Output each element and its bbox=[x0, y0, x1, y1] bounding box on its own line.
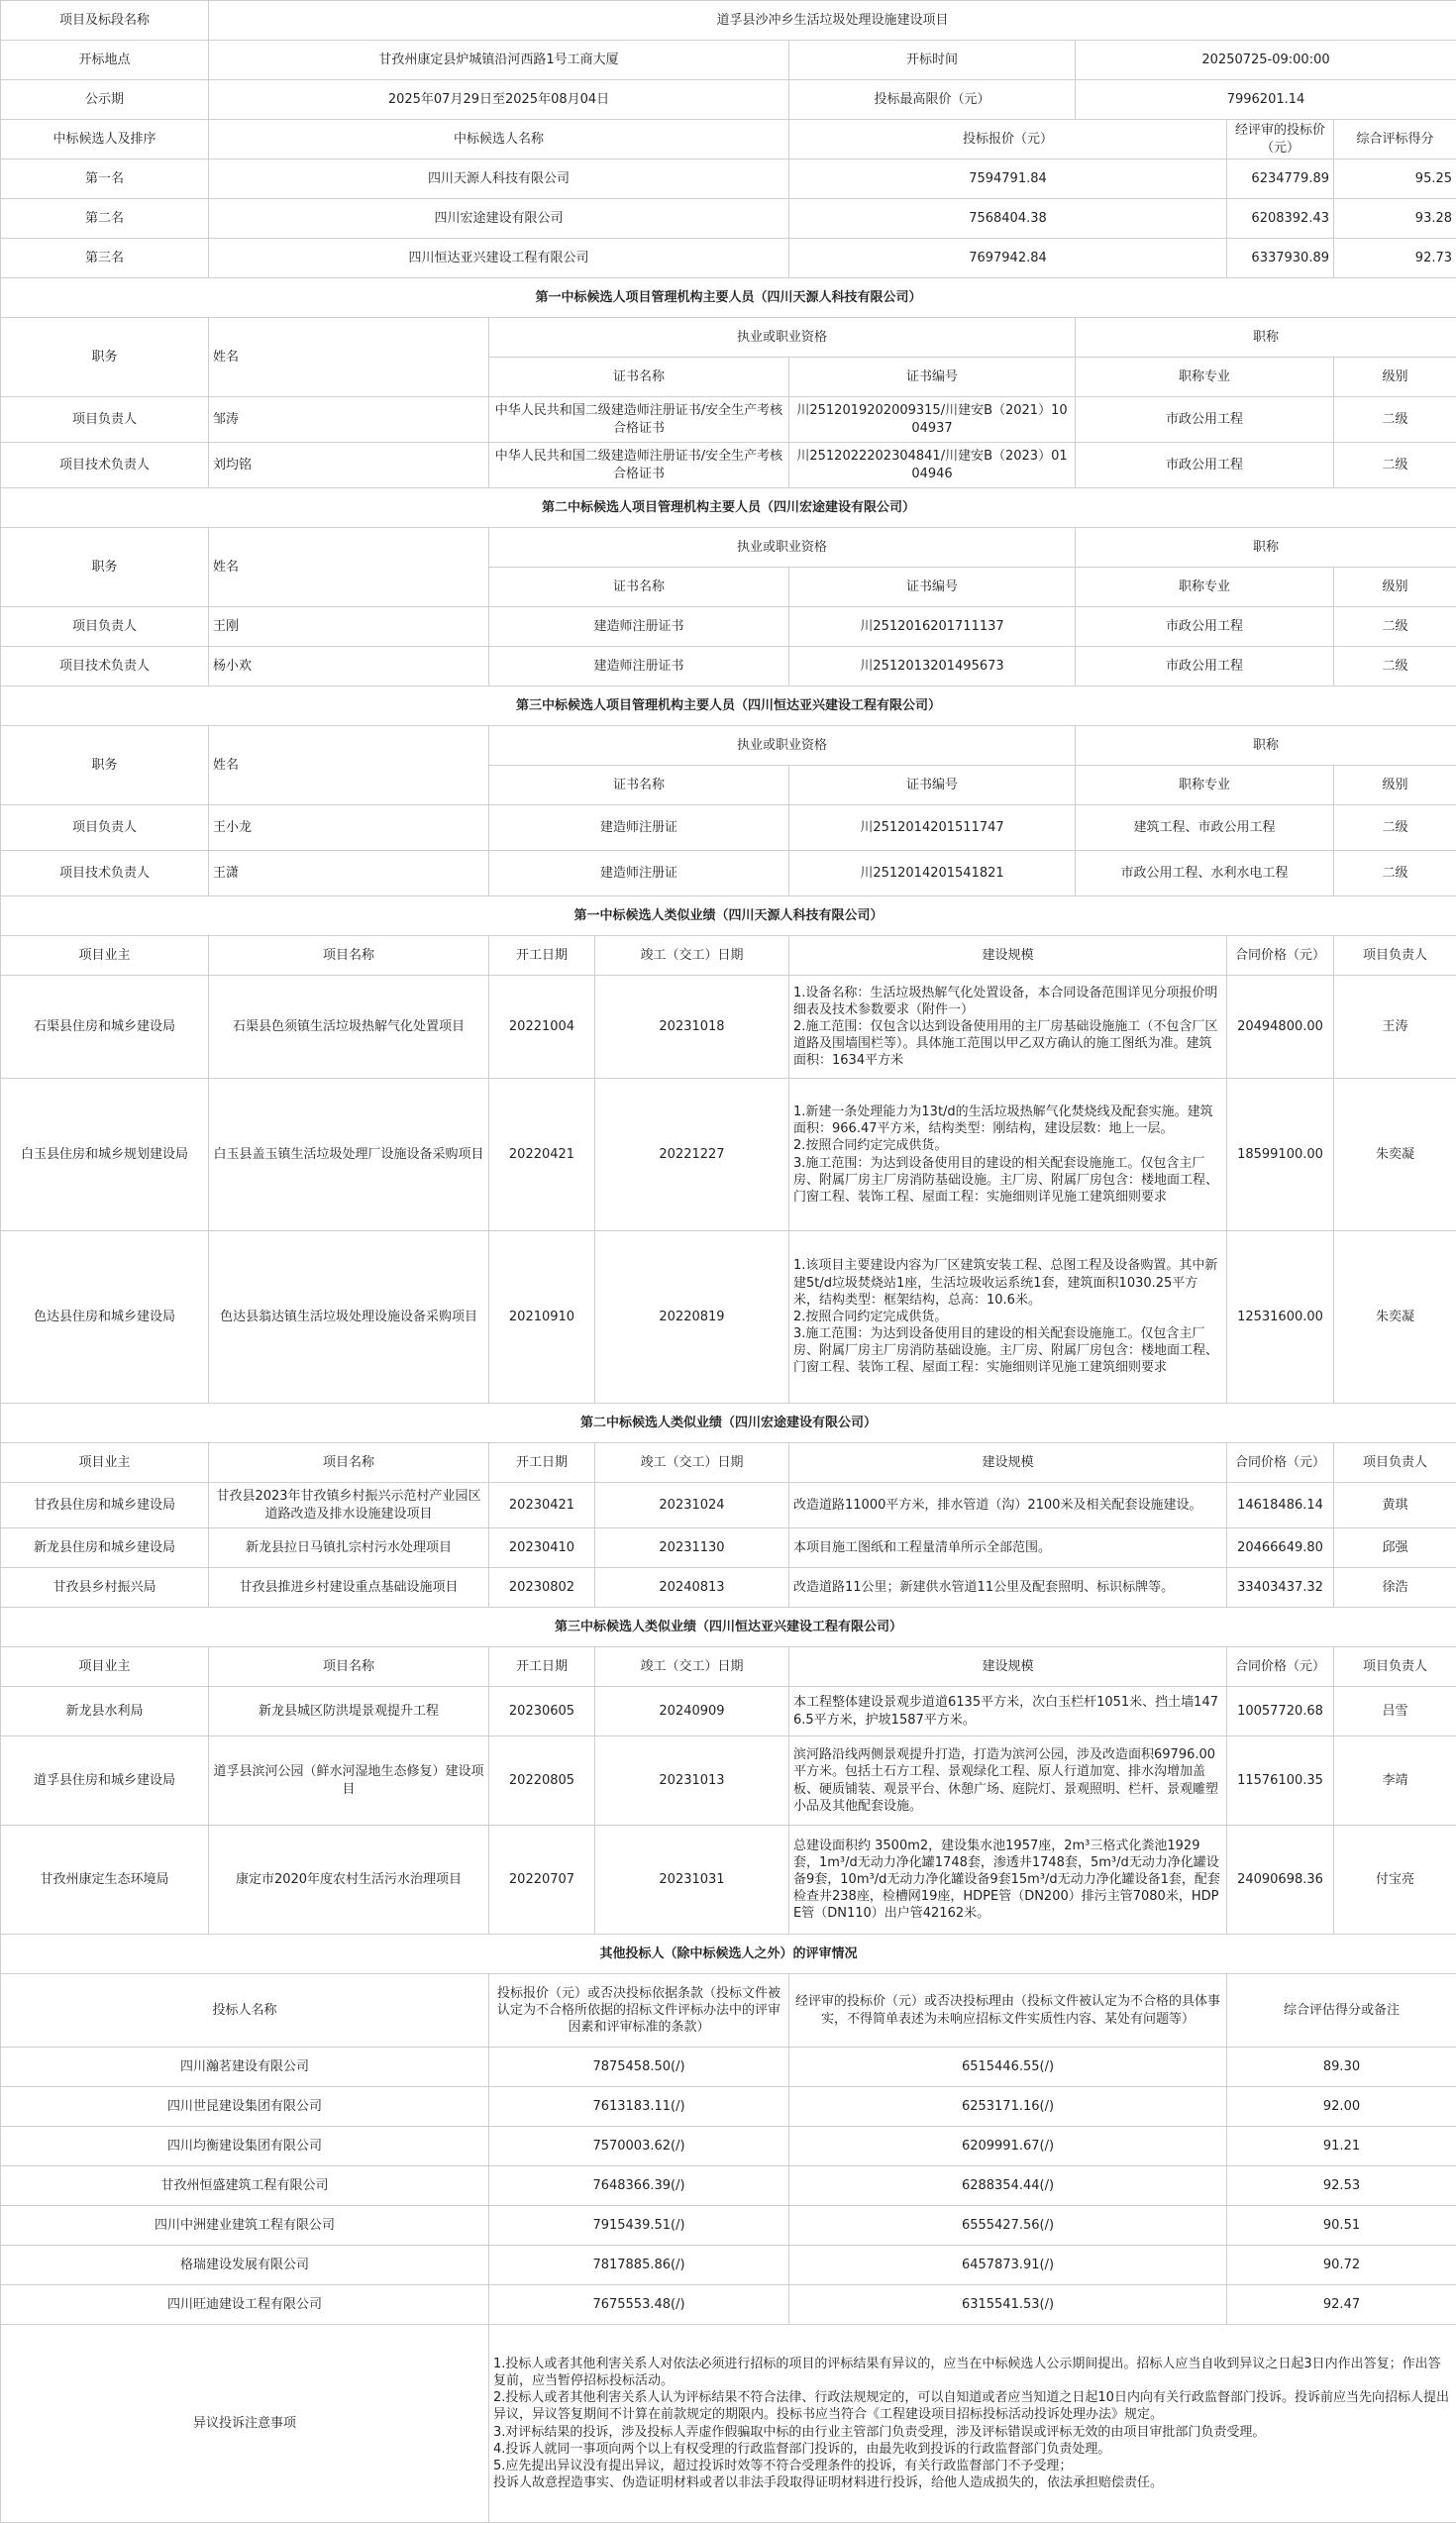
perf-header-start: 开工日期 bbox=[489, 1443, 595, 1483]
perf-price: 14618486.14 bbox=[1227, 1483, 1334, 1528]
others-evaluated: 6288354.44(/) bbox=[789, 2166, 1227, 2206]
evaluated-price: 6234779.89 bbox=[1227, 159, 1334, 199]
ranking-header: 经评审的投标价（元） bbox=[1227, 120, 1334, 159]
staff-header-major: 职称专业 bbox=[1076, 358, 1334, 397]
section-title: 第二中标候选人项目管理机构主要人员（四川宏途建设有限公司） bbox=[1, 488, 1456, 528]
staff-cert-no: 川2512022202304841/川建安B（2023）0104946 bbox=[789, 443, 1076, 488]
perf-owner: 白玉县住房和城乡规划建设局 bbox=[1, 1079, 209, 1231]
staff-cert-no: 川2512016201711137 bbox=[789, 607, 1076, 647]
others-evaluated: 6209991.67(/) bbox=[789, 2127, 1227, 2166]
perf-scale: 改造道路11000平方米，排水管道（沟）2100米及相关配套设施建设。 bbox=[789, 1483, 1227, 1528]
staff-level: 二级 bbox=[1334, 607, 1456, 647]
perf-header-price: 合同价格（元） bbox=[1227, 1443, 1334, 1483]
perf-owner: 色达县住房和城乡建设局 bbox=[1, 1231, 209, 1404]
perf-manager: 王涛 bbox=[1334, 976, 1456, 1079]
staff-header-qualification: 执业或职业资格 bbox=[489, 318, 1076, 358]
rank: 第二名 bbox=[1, 199, 209, 239]
others-bid: 7915439.51(/) bbox=[489, 2206, 789, 2246]
others-row bbox=[1, 2206, 1456, 2246]
staff-header-position: 职务 bbox=[1, 726, 209, 805]
staff-row bbox=[1, 397, 1456, 443]
ranking-header: 中标候选人名称 bbox=[209, 120, 789, 159]
perf-price: 24090698.36 bbox=[1227, 1826, 1334, 1935]
perf-manager: 朱奕凝 bbox=[1334, 1231, 1456, 1404]
perf-manager: 徐浩 bbox=[1334, 1568, 1456, 1608]
score: 95.25 bbox=[1334, 159, 1456, 199]
others-score: 92.53 bbox=[1227, 2166, 1456, 2206]
staff-header-cert-name: 证书名称 bbox=[489, 766, 789, 805]
perf-start: 20220421 bbox=[489, 1079, 595, 1231]
staff-major: 市政公用工程 bbox=[1076, 647, 1334, 686]
score: 92.73 bbox=[1334, 239, 1456, 278]
perf-header-project: 项目名称 bbox=[209, 936, 489, 976]
staff-name: 王潇 bbox=[209, 851, 489, 896]
staff-cert-name: 中华人民共和国二级建造师注册证书/安全生产考核合格证书 bbox=[489, 443, 789, 488]
location: 甘孜州康定县炉城镇沿河西路1号工商大厦 bbox=[209, 41, 789, 80]
others-header-score: 综合评估得分或备注 bbox=[1227, 1974, 1456, 2048]
perf-manager: 李靖 bbox=[1334, 1736, 1456, 1826]
perf-end: 20221227 bbox=[595, 1079, 789, 1231]
perf-owner: 道孚县住房和城乡建设局 bbox=[1, 1736, 209, 1826]
staff-name: 王刚 bbox=[209, 607, 489, 647]
section-title-row bbox=[1, 896, 1456, 936]
staff-row bbox=[1, 607, 1456, 647]
perf-header-start: 开工日期 bbox=[489, 936, 595, 976]
candidate-name: 四川天源人科技有限公司 bbox=[209, 159, 789, 199]
others-bid: 7570003.62(/) bbox=[489, 2127, 789, 2166]
perf-end: 20220819 bbox=[595, 1231, 789, 1404]
perf-header-owner: 项目业主 bbox=[1, 936, 209, 976]
section-title: 第一中标候选人类似业绩（四川天源人科技有限公司） bbox=[1, 896, 1456, 936]
perf-project: 甘孜县2023年甘孜镇乡村振兴示范村产业园区道路改造及排水设施建设项目 bbox=[209, 1483, 489, 1528]
staff-level: 二级 bbox=[1334, 851, 1456, 896]
others-header-bid: 投标报价（元）或否决投标依据条款（投标文件被认定为不合格所依据的招标文件评标办法中的评审因素和评审标准的条款） bbox=[489, 1974, 789, 2048]
perf-header-start: 开工日期 bbox=[489, 1647, 595, 1687]
perf-end: 20231024 bbox=[595, 1483, 789, 1528]
open-time: 20250725-09:00:00 bbox=[1076, 41, 1456, 80]
section-title: 第三中标候选人类似业绩（四川恒达亚兴建设工程有限公司） bbox=[1, 1608, 1456, 1647]
staff-major: 市政公用工程 bbox=[1076, 443, 1334, 488]
staff-header-row bbox=[1, 726, 1456, 766]
perf-manager: 黄琪 bbox=[1334, 1483, 1456, 1528]
perf-price: 18599100.00 bbox=[1227, 1079, 1334, 1231]
score: 93.28 bbox=[1334, 199, 1456, 239]
staff-header-cert-no: 证书编号 bbox=[789, 766, 1076, 805]
staff-header-major: 职称专业 bbox=[1076, 766, 1334, 805]
staff-header-position: 职务 bbox=[1, 318, 209, 397]
perf-header-end: 竣工（交工）日期 bbox=[595, 1647, 789, 1687]
perf-owner: 甘孜县住房和城乡建设局 bbox=[1, 1483, 209, 1528]
performance-header-row bbox=[1, 1443, 1456, 1483]
others-evaluated: 6555427.56(/) bbox=[789, 2206, 1227, 2246]
perf-start: 20220707 bbox=[489, 1826, 595, 1935]
perf-project: 新龙县拉日马镇扎宗村污水处理项目 bbox=[209, 1528, 489, 1568]
perf-owner: 新龙县水利局 bbox=[1, 1687, 209, 1736]
others-score: 89.30 bbox=[1227, 2048, 1456, 2087]
perf-header-end: 竣工（交工）日期 bbox=[595, 1443, 789, 1483]
perf-scale: 1.新建一条处理能力为13t/d的生活垃圾热解气化焚烧线及配套实施。建筑面积：966.47平方米，结构类型：刚结构，建设层数：地上一层。 2.按照合同约定完成供货。 3.施工范围：为达到设备使用目的建设的相关配套设施施工。仅包含主厂房、附属厂房主厂房消防基础设施。主厂房、附属厂房包含：楼地面工程、门窗工程、装饰工程、屋面工程：实施细则详见施工建筑细则要求 bbox=[789, 1079, 1227, 1231]
perf-scale: 本工程整体建设景观步道道6135平方米，次白玉栏杆1051米、挡土墙1476.5平方米，护坡1587平方米。 bbox=[789, 1687, 1227, 1736]
section-title-row bbox=[1, 1935, 1456, 1974]
perf-header-price: 合同价格（元） bbox=[1227, 936, 1334, 976]
perf-header-project: 项目名称 bbox=[209, 1443, 489, 1483]
staff-header-cert-name: 证书名称 bbox=[489, 358, 789, 397]
others-bid: 7648366.39(/) bbox=[489, 2166, 789, 2206]
section-title: 第一中标候选人项目管理机构主要人员（四川天源人科技有限公司） bbox=[1, 278, 1456, 318]
project-name-row bbox=[1, 1, 1456, 41]
ranking-row bbox=[1, 199, 1456, 239]
performance-row bbox=[1, 1568, 1456, 1608]
evaluated-price: 6337930.89 bbox=[1227, 239, 1334, 278]
location-label: 开标地点 bbox=[1, 41, 209, 80]
perf-project: 康定市2020年度农村生活污水治理项目 bbox=[209, 1826, 489, 1935]
perf-manager: 付宝亮 bbox=[1334, 1826, 1456, 1935]
staff-header-qualification: 执业或职业资格 bbox=[489, 726, 1076, 766]
staff-row bbox=[1, 805, 1456, 851]
staff-header-level: 级别 bbox=[1334, 568, 1456, 607]
perf-owner: 甘孜县乡村振兴局 bbox=[1, 1568, 209, 1608]
others-score: 92.47 bbox=[1227, 2285, 1456, 2325]
others-name: 四川旺迪建设工程有限公司 bbox=[1, 2285, 489, 2325]
staff-major: 市政公用工程、水利水电工程 bbox=[1076, 851, 1334, 896]
perf-header-price: 合同价格（元） bbox=[1227, 1647, 1334, 1687]
others-name: 四川瀚茗建设有限公司 bbox=[1, 2048, 489, 2087]
perf-manager: 邱强 bbox=[1334, 1528, 1456, 1568]
others-row bbox=[1, 2048, 1456, 2087]
staff-header-name: 姓名 bbox=[209, 318, 489, 397]
staff-position: 项目技术负责人 bbox=[1, 443, 209, 488]
others-score: 90.51 bbox=[1227, 2206, 1456, 2246]
max-price-label: 投标最高限价（元） bbox=[789, 80, 1076, 120]
staff-header-level: 级别 bbox=[1334, 358, 1456, 397]
publicity-row bbox=[1, 80, 1456, 120]
performance-row bbox=[1, 1483, 1456, 1528]
perf-price: 20494800.00 bbox=[1227, 976, 1334, 1079]
staff-cert-name: 建造师注册证 bbox=[489, 851, 789, 896]
perf-owner: 新龙县住房和城乡建设局 bbox=[1, 1528, 209, 1568]
location-row bbox=[1, 41, 1456, 80]
section-title-row bbox=[1, 278, 1456, 318]
others-header-evaluated: 经评审的投标价（元）或否决投标理由（投标文件被认定为不合格的具体事实，不得简单表述为未响应招标文件实质性内容、某处有问题等） bbox=[789, 1974, 1227, 2048]
perf-price: 11576100.35 bbox=[1227, 1736, 1334, 1826]
staff-name: 杨小欢 bbox=[209, 647, 489, 686]
ranking-header: 投标报价（元） bbox=[789, 120, 1227, 159]
rank: 第三名 bbox=[1, 239, 209, 278]
others-score: 90.72 bbox=[1227, 2246, 1456, 2285]
others-evaluated: 6515446.55(/) bbox=[789, 2048, 1227, 2087]
objection-row bbox=[1, 2325, 1456, 2523]
staff-header-row bbox=[1, 528, 1456, 568]
section-title-row bbox=[1, 1404, 1456, 1443]
perf-header-scale: 建设规模 bbox=[789, 936, 1227, 976]
others-name: 四川均衡建设集团有限公司 bbox=[1, 2127, 489, 2166]
others-name: 四川中洲建业建筑工程有限公司 bbox=[1, 2206, 489, 2246]
others-bid: 7875458.50(/) bbox=[489, 2048, 789, 2087]
staff-name: 邹涛 bbox=[209, 397, 489, 443]
staff-header-cert-no: 证书编号 bbox=[789, 358, 1076, 397]
ranking-header: 综合评标得分 bbox=[1334, 120, 1456, 159]
performance-header-row bbox=[1, 1647, 1456, 1687]
perf-price: 33403437.32 bbox=[1227, 1568, 1334, 1608]
others-evaluated: 6457873.91(/) bbox=[789, 2246, 1227, 2285]
others-evaluated: 6315541.53(/) bbox=[789, 2285, 1227, 2325]
performance-header-row bbox=[1, 936, 1456, 976]
staff-header-title: 职称 bbox=[1076, 726, 1456, 766]
staff-major: 市政公用工程 bbox=[1076, 397, 1334, 443]
others-score: 91.21 bbox=[1227, 2127, 1456, 2166]
others-bid: 7817885.86(/) bbox=[489, 2246, 789, 2285]
staff-header-cert-name: 证书名称 bbox=[489, 568, 789, 607]
staff-cert-name: 中华人民共和国二级建造师注册证书/安全生产考核合格证书 bbox=[489, 397, 789, 443]
performance-row bbox=[1, 976, 1456, 1079]
perf-project: 道孚县滨河公园（鲜水河湿地生态修复）建设项目 bbox=[209, 1736, 489, 1826]
staff-position: 项目技术负责人 bbox=[1, 647, 209, 686]
candidate-name: 四川宏途建设有限公司 bbox=[209, 199, 789, 239]
perf-header-project: 项目名称 bbox=[209, 1647, 489, 1687]
perf-header-manager: 项目负责人 bbox=[1334, 1443, 1456, 1483]
project-name-label: 项目及标段名称 bbox=[1, 1, 209, 41]
perf-project: 色达县翁达镇生活垃圾处理设施设备采购项目 bbox=[209, 1231, 489, 1404]
others-bid: 7675553.48(/) bbox=[489, 2285, 789, 2325]
staff-header-major: 职称专业 bbox=[1076, 568, 1334, 607]
others-header-name: 投标人名称 bbox=[1, 1974, 489, 2048]
staff-header-qualification: 执业或职业资格 bbox=[489, 528, 1076, 568]
others-row bbox=[1, 2166, 1456, 2206]
candidate-name: 四川恒达亚兴建设工程有限公司 bbox=[209, 239, 789, 278]
others-name: 甘孜州恒盛建筑工程有限公司 bbox=[1, 2166, 489, 2206]
perf-end: 20240813 bbox=[595, 1568, 789, 1608]
evaluated-price: 6208392.43 bbox=[1227, 199, 1334, 239]
others-row bbox=[1, 2127, 1456, 2166]
staff-cert-no: 川2512014201511747 bbox=[789, 805, 1076, 851]
others-header-row bbox=[1, 1974, 1456, 2048]
staff-row bbox=[1, 647, 1456, 686]
others-bid: 7613183.11(/) bbox=[489, 2087, 789, 2127]
staff-level: 二级 bbox=[1334, 647, 1456, 686]
objection-label: 异议投诉注意事项 bbox=[1, 2325, 489, 2523]
perf-end: 20231031 bbox=[595, 1826, 789, 1935]
section-title: 第二中标候选人类似业绩（四川宏途建设有限公司） bbox=[1, 1404, 1456, 1443]
performance-row bbox=[1, 1826, 1456, 1935]
perf-owner: 甘孜州康定生态环境局 bbox=[1, 1826, 209, 1935]
others-name: 格瑞建设发展有限公司 bbox=[1, 2246, 489, 2285]
staff-header-position: 职务 bbox=[1, 528, 209, 607]
perf-price: 10057720.68 bbox=[1227, 1687, 1334, 1736]
perf-manager: 吕雪 bbox=[1334, 1687, 1456, 1736]
staff-major: 建筑工程、市政公用工程 bbox=[1076, 805, 1334, 851]
performance-row bbox=[1, 1231, 1456, 1404]
perf-header-scale: 建设规模 bbox=[789, 1443, 1227, 1483]
perf-start: 20230802 bbox=[489, 1568, 595, 1608]
staff-header-level: 级别 bbox=[1334, 766, 1456, 805]
perf-header-owner: 项目业主 bbox=[1, 1647, 209, 1687]
ranking-row bbox=[1, 159, 1456, 199]
staff-position: 项目负责人 bbox=[1, 397, 209, 443]
publicity-period: 2025年07月29日至2025年08月04日 bbox=[209, 80, 789, 120]
perf-start: 20220805 bbox=[489, 1736, 595, 1826]
ranking-row bbox=[1, 239, 1456, 278]
performance-row bbox=[1, 1687, 1456, 1736]
staff-cert-name: 建造师注册证 bbox=[489, 805, 789, 851]
perf-project: 新龙县城区防洪堤景观提升工程 bbox=[209, 1687, 489, 1736]
perf-scale: 本项目施工图纸和工程量清单所示全部范围。 bbox=[789, 1528, 1227, 1568]
perf-start: 20230421 bbox=[489, 1483, 595, 1528]
perf-header-manager: 项目负责人 bbox=[1334, 936, 1456, 976]
staff-level: 二级 bbox=[1334, 805, 1456, 851]
perf-start: 20230605 bbox=[489, 1687, 595, 1736]
section-title-row bbox=[1, 686, 1456, 726]
staff-cert-name: 建造师注册证书 bbox=[489, 647, 789, 686]
others-row bbox=[1, 2285, 1456, 2325]
perf-scale: 滨河路沿线两侧景观提升打造，打造为滨河公园，涉及改造面积69796.00平方米。包括土石方工程、景观绿化工程、原人行道加宽、排水沟增加盖板、硬质铺装、观景平台、休憩广场、庭院灯、景观照明、栏杆、景观雕塑小品及其他配套设施。 bbox=[789, 1736, 1227, 1826]
perf-manager: 朱奕凝 bbox=[1334, 1079, 1456, 1231]
staff-name: 刘均铭 bbox=[209, 443, 489, 488]
bid-price: 7568404.38 bbox=[789, 199, 1227, 239]
rank: 第一名 bbox=[1, 159, 209, 199]
staff-cert-no: 川2512014201541821 bbox=[789, 851, 1076, 896]
project-name: 道孚县沙冲乡生活垃圾处理设施建设项目 bbox=[209, 1, 1456, 41]
perf-header-owner: 项目业主 bbox=[1, 1443, 209, 1483]
publicity-label: 公示期 bbox=[1, 80, 209, 120]
staff-header-title: 职称 bbox=[1076, 318, 1456, 358]
perf-owner: 石渠县住房和城乡建设局 bbox=[1, 976, 209, 1079]
staff-header-title: 职称 bbox=[1076, 528, 1456, 568]
perf-end: 20240909 bbox=[595, 1687, 789, 1736]
performance-row bbox=[1, 1528, 1456, 1568]
staff-row bbox=[1, 443, 1456, 488]
perf-scale: 总建设面积约 3500m2，建设集水池1957座，2m³三格式化粪池1929套，1m³/d无动力净化罐1748套，渗透井1748套，5m³/d无动力净化罐设备9套，10m³/d无动力净化罐设备9套15m³/d无动力净化罐设备1套，配套检查井238座，检槽网19座，HDPE管（DN200）排污主管7080米，HDPE管（DN110）出户管42162米。 bbox=[789, 1826, 1227, 1935]
staff-cert-name: 建造师注册证书 bbox=[489, 607, 789, 647]
perf-header-scale: 建设规模 bbox=[789, 1647, 1227, 1687]
perf-end: 20231130 bbox=[595, 1528, 789, 1568]
staff-cert-no: 川2512013201495673 bbox=[789, 647, 1076, 686]
staff-level: 二级 bbox=[1334, 443, 1456, 488]
staff-major: 市政公用工程 bbox=[1076, 607, 1334, 647]
staff-row bbox=[1, 851, 1456, 896]
staff-position: 项目技术负责人 bbox=[1, 851, 209, 896]
others-row bbox=[1, 2087, 1456, 2127]
perf-start: 20230410 bbox=[489, 1528, 595, 1568]
perf-end: 20231013 bbox=[595, 1736, 789, 1826]
performance-row bbox=[1, 1079, 1456, 1231]
staff-header-name: 姓名 bbox=[209, 726, 489, 805]
staff-position: 项目负责人 bbox=[1, 805, 209, 851]
performance-row bbox=[1, 1736, 1456, 1826]
perf-project: 石渠县色须镇生活垃圾热解气化处置项目 bbox=[209, 976, 489, 1079]
ranking-header-row bbox=[1, 120, 1456, 159]
perf-price: 20466649.80 bbox=[1227, 1528, 1334, 1568]
staff-name: 王小龙 bbox=[209, 805, 489, 851]
max-price: 7996201.14 bbox=[1076, 80, 1456, 120]
bid-price: 7594791.84 bbox=[789, 159, 1227, 199]
staff-header-cert-no: 证书编号 bbox=[789, 568, 1076, 607]
others-name: 四川世昆建设集团有限公司 bbox=[1, 2087, 489, 2127]
perf-scale: 1.该项目主要建设内容为厂区建筑安装工程、总图工程及设备购置。其中新建5t/d垃圾焚烧站1座，生活垃圾收运系统1套，建筑面积1030.25平方米，结构类型：框架结构，总高：10.6米。 2.按照合同约定完成供货。 3.施工范围：为达到设备使用目的建设的相关配套设施施工。仅包含主厂房、附属厂房主厂房消防基础设施。主厂房、附属厂房包含：楼地面工程、门窗工程、装饰工程、屋面工程：实施细则详见施工建筑细则要求 bbox=[789, 1231, 1227, 1404]
perf-scale: 1.设备名称：生活垃圾热解气化处置设备，本合同设备范围详见分项报价明细表及技术参数要求（附件一） 2.施工范围：仅包含以达到设备使用用的主厂房基础设施施工（不包含厂区道路及围墙围栏等）。具体施工范围以甲乙双方确认的施工图纸为准。建筑面积：1634平方米 bbox=[789, 976, 1227, 1079]
perf-project: 甘孜县推进乡村建设重点基础设施项目 bbox=[209, 1568, 489, 1608]
others-score: 92.00 bbox=[1227, 2087, 1456, 2127]
perf-header-end: 竣工（交工）日期 bbox=[595, 936, 789, 976]
perf-header-manager: 项目负责人 bbox=[1334, 1647, 1456, 1687]
staff-position: 项目负责人 bbox=[1, 607, 209, 647]
perf-project: 白玉县盖玉镇生活垃圾处理厂设施设备采购项目 bbox=[209, 1079, 489, 1231]
section-title-row bbox=[1, 1608, 1456, 1647]
section-title: 第三中标候选人项目管理机构主要人员（四川恒达亚兴建设工程有限公司） bbox=[1, 686, 1456, 726]
perf-start: 20221004 bbox=[489, 976, 595, 1079]
staff-header-name: 姓名 bbox=[209, 528, 489, 607]
perf-end: 20231018 bbox=[595, 976, 789, 1079]
ranking-header: 中标候选人及排序 bbox=[1, 120, 209, 159]
staff-cert-no: 川2512019202009315/川建安B（2021）1004937 bbox=[789, 397, 1076, 443]
perf-scale: 改造道路11公里；新建供水管道11公里及配套照明、标识标牌等。 bbox=[789, 1568, 1227, 1608]
section-title-row bbox=[1, 488, 1456, 528]
perf-price: 12531600.00 bbox=[1227, 1231, 1334, 1404]
others-evaluated: 6253171.16(/) bbox=[789, 2087, 1227, 2127]
staff-header-row bbox=[1, 318, 1456, 358]
perf-start: 20210910 bbox=[489, 1231, 595, 1404]
section-title: 其他投标人（除中标候选人之外）的评审情况 bbox=[1, 1935, 1456, 1974]
open-time-label: 开标时间 bbox=[789, 41, 1076, 80]
staff-level: 二级 bbox=[1334, 397, 1456, 443]
others-row bbox=[1, 2246, 1456, 2285]
objection-text: 1.投标人或者其他利害关系人对依法必须进行招标的项目的评标结果有异议的，应当在中标候选人公示期间提出。招标人应当自收到异议之日起3日内作出答复；作出答复前，应当暂停招标投标活动。 2.投标人或者其他利害关系人认为评标结果不符合法律、行政法规规定的，可以自知道或者应当知道之日起10日内向有关行政监督部门投诉。投诉前应当先向招标人提出异议，异议答复期间不计算在前款规定的期限内。投标书应当符合《工程建设项目招标投标活动投诉处理办法》规定。 3.对评标结果的投诉，涉及投标人弄虚作假骗取中标的由行业主管部门负责受理，涉及评标错误或评标无效的由项目审批部门负责受理。 4.投诉人就同一事项向两个以上有权受理的行政监督部门投诉的，由最先收到投诉的行政监督部门负责处理。 5.应先提出异议没有提出异议，超过投诉时效等不符合受理条件的投诉，有关行政监督部门不予受理； 投诉人故意捏造事实、伪造证明材料或者以非法手段取得证明材料进行投诉，给他人造成损失的，依法承担赔偿责任。 bbox=[489, 2325, 1456, 2523]
bid-price: 7697942.84 bbox=[789, 239, 1227, 278]
